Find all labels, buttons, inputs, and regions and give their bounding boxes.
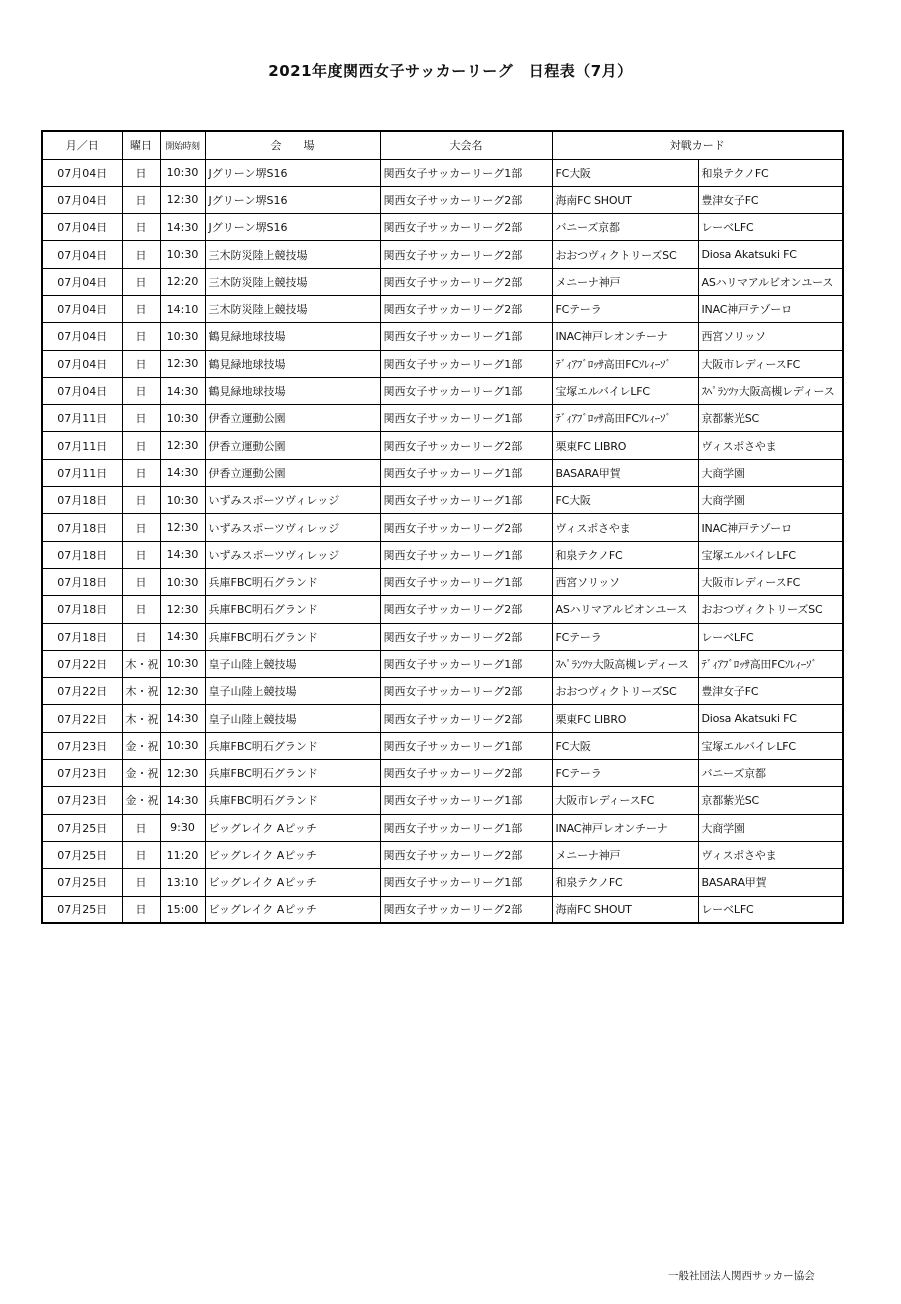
cell-day: 金・祝 bbox=[122, 787, 160, 814]
cell-date: 07月25日 bbox=[42, 896, 122, 923]
cell-away-team: 宝塚エルバイレLFC bbox=[698, 541, 843, 568]
cell-away-team: ASハリマアルビオンユース bbox=[698, 268, 843, 295]
cell-away-team: 豊津女子FC bbox=[698, 678, 843, 705]
cell-league: 関西女子サッカーリーグ2部 bbox=[380, 623, 552, 650]
table-row bbox=[42, 405, 843, 432]
table-row bbox=[42, 760, 843, 787]
cell-start-time: 10:30 bbox=[160, 732, 205, 759]
cell-day: 日 bbox=[122, 896, 160, 923]
cell-league: 関西女子サッカーリーグ1部 bbox=[380, 568, 552, 595]
cell-away-team: ヴィスポさやま bbox=[698, 841, 843, 868]
table-row bbox=[42, 459, 843, 486]
table-row bbox=[42, 896, 843, 923]
cell-start-time: 10:30 bbox=[160, 650, 205, 677]
table-row bbox=[42, 787, 843, 814]
cell-venue: 三木防災陸上競技場 bbox=[205, 268, 380, 295]
table-row bbox=[42, 214, 843, 241]
cell-day: 日 bbox=[122, 350, 160, 377]
cell-date: 07月04日 bbox=[42, 377, 122, 404]
cell-home-team: 宝塚エルバイレLFC bbox=[552, 377, 698, 404]
cell-start-time: 12:30 bbox=[160, 350, 205, 377]
cell-venue: ビッグレイク Aピッチ bbox=[205, 814, 380, 841]
header-start-time: 開始時刻 bbox=[160, 131, 205, 159]
cell-start-time: 14:30 bbox=[160, 787, 205, 814]
header-date: 月／日 bbox=[42, 131, 122, 159]
cell-home-team: FCテーラ bbox=[552, 760, 698, 787]
cell-day: 日 bbox=[122, 814, 160, 841]
cell-date: 07月25日 bbox=[42, 841, 122, 868]
cell-venue: ビッグレイク Aピッチ bbox=[205, 869, 380, 896]
cell-away-team: INAC神戸テゾーロ bbox=[698, 514, 843, 541]
cell-home-team: FC大阪 bbox=[552, 732, 698, 759]
cell-day: 日 bbox=[122, 541, 160, 568]
cell-home-team: ﾃﾞｨｱﾌﾞﾛｯｻ高田FCｿﾚｨｰｿﾞ bbox=[552, 405, 698, 432]
cell-venue: 兵庫FBC明石グランド bbox=[205, 623, 380, 650]
cell-day: 日 bbox=[122, 459, 160, 486]
cell-date: 07月04日 bbox=[42, 214, 122, 241]
cell-date: 07月22日 bbox=[42, 678, 122, 705]
cell-day: 日 bbox=[122, 295, 160, 322]
cell-home-team: おおつヴィクトリーズSC bbox=[552, 241, 698, 268]
table-row bbox=[42, 678, 843, 705]
cell-league: 関西女子サッカーリーグ1部 bbox=[380, 159, 552, 186]
cell-home-team: 海南FC SHOUT bbox=[552, 896, 698, 923]
table-row bbox=[42, 159, 843, 186]
table-row bbox=[42, 186, 843, 213]
cell-league: 関西女子サッカーリーグ2部 bbox=[380, 678, 552, 705]
cell-home-team: ｽﾍﾟﾗﾝﾂｧ大阪高槻レディース bbox=[552, 650, 698, 677]
cell-home-team: FC大阪 bbox=[552, 487, 698, 514]
cell-league: 関西女子サッカーリーグ2部 bbox=[380, 432, 552, 459]
table-row bbox=[42, 541, 843, 568]
table-row bbox=[42, 350, 843, 377]
cell-home-team: BASARA甲賀 bbox=[552, 459, 698, 486]
schedule-table bbox=[41, 130, 844, 924]
cell-date: 07月18日 bbox=[42, 487, 122, 514]
cell-league: 関西女子サッカーリーグ2部 bbox=[380, 214, 552, 241]
table-row bbox=[42, 241, 843, 268]
cell-home-team: 西宮ソリッソ bbox=[552, 568, 698, 595]
table-row bbox=[42, 323, 843, 350]
cell-date: 07月18日 bbox=[42, 596, 122, 623]
cell-date: 07月18日 bbox=[42, 568, 122, 595]
cell-away-team: おおつヴィクトリーズSC bbox=[698, 596, 843, 623]
cell-day: 日 bbox=[122, 623, 160, 650]
cell-date: 07月04日 bbox=[42, 268, 122, 295]
cell-league: 関西女子サッカーリーグ1部 bbox=[380, 814, 552, 841]
footer-organization: 一般社団法人関西サッカー協会 bbox=[668, 1270, 815, 1282]
table-row bbox=[42, 487, 843, 514]
cell-league: 関西女子サッカーリーグ2部 bbox=[380, 705, 552, 732]
cell-away-team: 豊津女子FC bbox=[698, 186, 843, 213]
table-row bbox=[42, 705, 843, 732]
table-row bbox=[42, 514, 843, 541]
cell-league: 関西女子サッカーリーグ1部 bbox=[380, 487, 552, 514]
cell-start-time: 12:30 bbox=[160, 678, 205, 705]
cell-away-team: 大阪市レディースFC bbox=[698, 568, 843, 595]
cell-home-team: 大阪市レディースFC bbox=[552, 787, 698, 814]
header-venue: 会 場 bbox=[205, 131, 380, 159]
cell-start-time: 12:30 bbox=[160, 760, 205, 787]
cell-date: 07月04日 bbox=[42, 295, 122, 322]
cell-venue: Jグリーン堺S16 bbox=[205, 214, 380, 241]
cell-day: 日 bbox=[122, 596, 160, 623]
table-row bbox=[42, 295, 843, 322]
cell-date: 07月22日 bbox=[42, 650, 122, 677]
cell-away-team: 京都紫光SC bbox=[698, 787, 843, 814]
cell-away-team: ｽﾍﾟﾗﾝﾂｧ大阪高槻レディース bbox=[698, 377, 843, 404]
cell-home-team: 和泉テクノFC bbox=[552, 541, 698, 568]
cell-venue: 伊香立運動公園 bbox=[205, 432, 380, 459]
cell-away-team: レーベLFC bbox=[698, 623, 843, 650]
cell-start-time: 12:30 bbox=[160, 186, 205, 213]
cell-home-team: おおつヴィクトリーズSC bbox=[552, 678, 698, 705]
cell-venue: いずみスポーツヴィレッジ bbox=[205, 514, 380, 541]
cell-date: 07月18日 bbox=[42, 541, 122, 568]
cell-venue: いずみスポーツヴィレッジ bbox=[205, 541, 380, 568]
cell-start-time: 12:30 bbox=[160, 596, 205, 623]
cell-day: 金・祝 bbox=[122, 732, 160, 759]
cell-league: 関西女子サッカーリーグ2部 bbox=[380, 841, 552, 868]
cell-day: 日 bbox=[122, 487, 160, 514]
cell-home-team: 栗東FC LIBRO bbox=[552, 705, 698, 732]
table-row bbox=[42, 869, 843, 896]
cell-league: 関西女子サッカーリーグ2部 bbox=[380, 268, 552, 295]
cell-league: 関西女子サッカーリーグ1部 bbox=[380, 459, 552, 486]
cell-day: 木・祝 bbox=[122, 650, 160, 677]
cell-home-team: FCテーラ bbox=[552, 295, 698, 322]
cell-venue: 鶴見緑地球技場 bbox=[205, 377, 380, 404]
cell-league: 関西女子サッカーリーグ1部 bbox=[380, 350, 552, 377]
cell-home-team: 和泉テクノFC bbox=[552, 869, 698, 896]
cell-league: 関西女子サッカーリーグ1部 bbox=[380, 732, 552, 759]
cell-venue: 鶴見緑地球技場 bbox=[205, 350, 380, 377]
header-league: 大会名 bbox=[380, 131, 552, 159]
cell-home-team: FCテーラ bbox=[552, 623, 698, 650]
cell-venue: 皇子山陸上競技場 bbox=[205, 678, 380, 705]
cell-venue: 兵庫FBC明石グランド bbox=[205, 732, 380, 759]
cell-home-team: INAC神戸レオンチーナ bbox=[552, 323, 698, 350]
cell-day: 日 bbox=[122, 405, 160, 432]
cell-venue: 三木防災陸上競技場 bbox=[205, 295, 380, 322]
table-row bbox=[42, 432, 843, 459]
cell-date: 07月04日 bbox=[42, 323, 122, 350]
page-title: 2021年度関西女子サッカーリーグ 日程表（7月） bbox=[268, 62, 633, 80]
cell-away-team: 宝塚エルバイレLFC bbox=[698, 732, 843, 759]
cell-start-time: 10:30 bbox=[160, 405, 205, 432]
cell-away-team: 西宮ソリッソ bbox=[698, 323, 843, 350]
cell-start-time: 14:30 bbox=[160, 541, 205, 568]
cell-start-time: 12:30 bbox=[160, 432, 205, 459]
cell-league: 関西女子サッカーリーグ1部 bbox=[380, 541, 552, 568]
cell-away-team: 大阪市レディースFC bbox=[698, 350, 843, 377]
cell-day: 木・祝 bbox=[122, 678, 160, 705]
cell-home-team: INAC神戸レオンチーナ bbox=[552, 814, 698, 841]
cell-venue: 兵庫FBC明石グランド bbox=[205, 787, 380, 814]
cell-date: 07月23日 bbox=[42, 787, 122, 814]
cell-start-time: 9:30 bbox=[160, 814, 205, 841]
cell-date: 07月04日 bbox=[42, 350, 122, 377]
cell-venue: 三木防災陸上競技場 bbox=[205, 241, 380, 268]
cell-home-team: メニーナ神戸 bbox=[552, 841, 698, 868]
cell-day: 日 bbox=[122, 186, 160, 213]
cell-away-team: 和泉テクノFC bbox=[698, 159, 843, 186]
cell-date: 07月18日 bbox=[42, 623, 122, 650]
cell-start-time: 13:10 bbox=[160, 869, 205, 896]
table-row bbox=[42, 623, 843, 650]
cell-home-team: FC大阪 bbox=[552, 159, 698, 186]
cell-venue: 兵庫FBC明石グランド bbox=[205, 760, 380, 787]
cell-start-time: 10:30 bbox=[160, 568, 205, 595]
table-row bbox=[42, 268, 843, 295]
cell-start-time: 14:30 bbox=[160, 623, 205, 650]
cell-venue: Jグリーン堺S16 bbox=[205, 159, 380, 186]
cell-date: 07月18日 bbox=[42, 514, 122, 541]
table-row bbox=[42, 596, 843, 623]
cell-away-team: バニーズ京都 bbox=[698, 760, 843, 787]
header-day: 曜日 bbox=[122, 131, 160, 159]
cell-venue: 兵庫FBC明石グランド bbox=[205, 596, 380, 623]
cell-date: 07月11日 bbox=[42, 459, 122, 486]
cell-start-time: 14:30 bbox=[160, 377, 205, 404]
cell-home-team: 栗東FC LIBRO bbox=[552, 432, 698, 459]
cell-league: 関西女子サッカーリーグ2部 bbox=[380, 760, 552, 787]
cell-venue: ビッグレイク Aピッチ bbox=[205, 841, 380, 868]
cell-league: 関西女子サッカーリーグ1部 bbox=[380, 787, 552, 814]
cell-venue: 皇子山陸上競技場 bbox=[205, 705, 380, 732]
table-row bbox=[42, 650, 843, 677]
cell-home-team: ﾃﾞｨｱﾌﾞﾛｯｻ高田FCｿﾚｨｰｿﾞ bbox=[552, 350, 698, 377]
cell-date: 07月22日 bbox=[42, 705, 122, 732]
cell-start-time: 14:30 bbox=[160, 459, 205, 486]
cell-day: 日 bbox=[122, 214, 160, 241]
cell-league: 関西女子サッカーリーグ2部 bbox=[380, 596, 552, 623]
cell-day: 日 bbox=[122, 323, 160, 350]
cell-league: 関西女子サッカーリーグ1部 bbox=[380, 650, 552, 677]
cell-home-team: ヴィスポさやま bbox=[552, 514, 698, 541]
cell-venue: いずみスポーツヴィレッジ bbox=[205, 487, 380, 514]
cell-start-time: 14:30 bbox=[160, 214, 205, 241]
cell-start-time: 10:30 bbox=[160, 487, 205, 514]
cell-league: 関西女子サッカーリーグ1部 bbox=[380, 405, 552, 432]
cell-league: 関西女子サッカーリーグ1部 bbox=[380, 323, 552, 350]
cell-away-team: Diosa Akatsuki FC bbox=[698, 705, 843, 732]
cell-away-team: 京都紫光SC bbox=[698, 405, 843, 432]
cell-away-team: Diosa Akatsuki FC bbox=[698, 241, 843, 268]
cell-venue: 鶴見緑地球技場 bbox=[205, 323, 380, 350]
table-row bbox=[42, 568, 843, 595]
cell-day: 日 bbox=[122, 241, 160, 268]
cell-league: 関西女子サッカーリーグ2部 bbox=[380, 295, 552, 322]
cell-league: 関西女子サッカーリーグ1部 bbox=[380, 869, 552, 896]
cell-start-time: 11:20 bbox=[160, 841, 205, 868]
cell-day: 日 bbox=[122, 841, 160, 868]
cell-date: 07月04日 bbox=[42, 241, 122, 268]
cell-league: 関西女子サッカーリーグ2部 bbox=[380, 186, 552, 213]
cell-venue: Jグリーン堺S16 bbox=[205, 186, 380, 213]
cell-start-time: 14:30 bbox=[160, 705, 205, 732]
cell-venue: ビッグレイク Aピッチ bbox=[205, 896, 380, 923]
cell-day: 日 bbox=[122, 377, 160, 404]
schedule-body bbox=[42, 159, 843, 923]
cell-day: 日 bbox=[122, 268, 160, 295]
cell-date: 07月11日 bbox=[42, 405, 122, 432]
cell-start-time: 10:30 bbox=[160, 241, 205, 268]
cell-day: 日 bbox=[122, 159, 160, 186]
cell-league: 関西女子サッカーリーグ2部 bbox=[380, 241, 552, 268]
cell-away-team: レーベLFC bbox=[698, 896, 843, 923]
table-row bbox=[42, 841, 843, 868]
cell-away-team: INAC神戸テゾーロ bbox=[698, 295, 843, 322]
cell-venue: 皇子山陸上競技場 bbox=[205, 650, 380, 677]
cell-start-time: 10:30 bbox=[160, 323, 205, 350]
cell-venue: 伊香立運動公園 bbox=[205, 459, 380, 486]
cell-home-team: バニーズ京都 bbox=[552, 214, 698, 241]
cell-date: 07月23日 bbox=[42, 732, 122, 759]
cell-league: 関西女子サッカーリーグ1部 bbox=[380, 377, 552, 404]
table-row bbox=[42, 732, 843, 759]
cell-away-team: BASARA甲賀 bbox=[698, 869, 843, 896]
header-match: 対戦カード bbox=[552, 131, 843, 159]
cell-day: 日 bbox=[122, 514, 160, 541]
cell-start-time: 12:20 bbox=[160, 268, 205, 295]
cell-start-time: 10:30 bbox=[160, 159, 205, 186]
cell-home-team: メニーナ神戸 bbox=[552, 268, 698, 295]
cell-start-time: 15:00 bbox=[160, 896, 205, 923]
cell-league: 関西女子サッカーリーグ2部 bbox=[380, 514, 552, 541]
cell-away-team: 大商学園 bbox=[698, 814, 843, 841]
cell-home-team: 海南FC SHOUT bbox=[552, 186, 698, 213]
cell-start-time: 14:10 bbox=[160, 295, 205, 322]
cell-away-team: 大商学園 bbox=[698, 459, 843, 486]
cell-venue: 伊香立運動公園 bbox=[205, 405, 380, 432]
cell-away-team: ヴィスポさやま bbox=[698, 432, 843, 459]
cell-day: 日 bbox=[122, 869, 160, 896]
cell-away-team: レーベLFC bbox=[698, 214, 843, 241]
header-row bbox=[42, 131, 843, 159]
cell-league: 関西女子サッカーリーグ2部 bbox=[380, 896, 552, 923]
cell-home-team: ASハリマアルビオンユース bbox=[552, 596, 698, 623]
cell-day: 日 bbox=[122, 432, 160, 459]
table-row bbox=[42, 377, 843, 404]
cell-day: 金・祝 bbox=[122, 760, 160, 787]
cell-venue: 兵庫FBC明石グランド bbox=[205, 568, 380, 595]
cell-date: 07月25日 bbox=[42, 869, 122, 896]
cell-date: 07月25日 bbox=[42, 814, 122, 841]
cell-date: 07月11日 bbox=[42, 432, 122, 459]
cell-day: 木・祝 bbox=[122, 705, 160, 732]
table-row bbox=[42, 814, 843, 841]
cell-date: 07月04日 bbox=[42, 186, 122, 213]
cell-start-time: 12:30 bbox=[160, 514, 205, 541]
cell-date: 07月23日 bbox=[42, 760, 122, 787]
cell-day: 日 bbox=[122, 568, 160, 595]
cell-away-team: ﾃﾞｨｱﾌﾞﾛｯｻ高田FCｿﾚｨｰｿﾞ bbox=[698, 650, 843, 677]
cell-date: 07月04日 bbox=[42, 159, 122, 186]
cell-away-team: 大商学園 bbox=[698, 487, 843, 514]
